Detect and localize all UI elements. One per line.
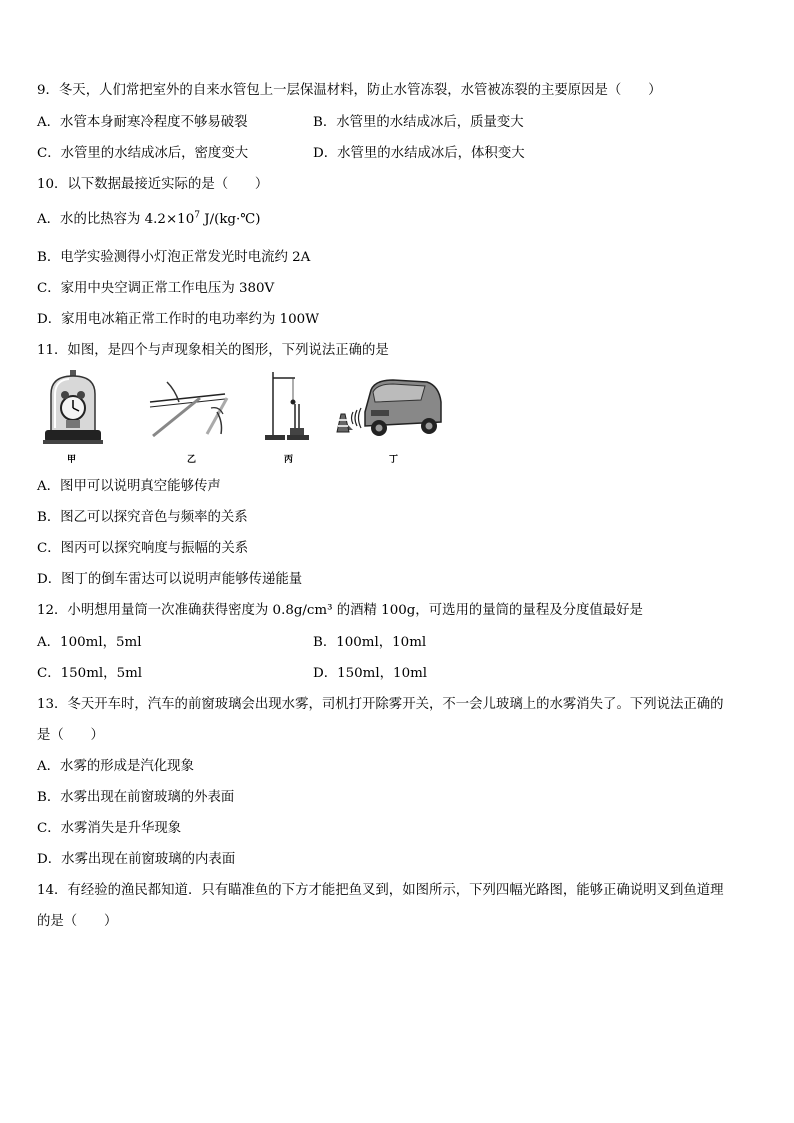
q12-stem: 12．小明想用量筒一次准确获得密度为 0.8g/cm³ 的酒精 100g，可选用的量筒的量程及分度值最好是 [37, 603, 643, 618]
q10-option-a-unit: J/(kg·℃) [199, 212, 261, 227]
caption-bing: 丙 [284, 455, 294, 465]
q11-option-a: A．图甲可以说明真空能够传声 [37, 479, 221, 494]
q9-option-d: D．水管里的水结成冰后，体积变大 [313, 146, 525, 161]
q11-figures [37, 368, 457, 463]
figure-jia-bell-jar [41, 368, 105, 446]
figure-bing-tuning-fork [265, 370, 313, 442]
q13-stem-line2: 是（ ） [37, 728, 104, 743]
q10-option-b: B．电学实验测得小灯泡正常发光时电流约 2A [37, 250, 311, 265]
q13-stem-line1: 13．冬天开车时，汽车的前窗玻璃会出现水雾，司机打开除雾开关，不一会儿玻璃上的水雾消失了。下列说法正确的 [37, 697, 724, 712]
q12-option-a: A．100ml，5ml [37, 635, 142, 650]
q10-option-d: D．家用电冰箱正常工作时的电功率约为 100W [37, 312, 319, 327]
q12-option-b: B．100ml，10ml [313, 635, 427, 650]
q14-stem-line2: 的是（ ） [37, 914, 118, 929]
q10-option-c: C．家用中央空调正常工作电压为 380V [37, 281, 275, 296]
q11-option-b: B．图乙可以探究音色与频率的关系 [37, 510, 248, 525]
q10-option-a [37, 210, 260, 230]
q9-option-b: B．水管里的水结成冰后，质量变大 [313, 115, 524, 130]
q11-option-c: C．图丙可以探究响度与振幅的关系 [37, 541, 249, 556]
q9-option-a: A．水管本身耐寒冷程度不够易破裂 [37, 115, 248, 130]
q13-option-d: D．水雾出现在前窗玻璃的内表面 [37, 852, 236, 867]
figure-yi-ruler [145, 372, 235, 438]
q9-option-c: C．水管里的水结成冰后，密度变大 [37, 146, 249, 161]
caption-ding: 丁 [389, 455, 399, 465]
q14-stem-line1: 14．有经验的渔民都知道．只有瞄准鱼的下方才能把鱼叉到，如图所示，下列四幅光路图，能够正确说明叉到鱼道理 [37, 883, 724, 898]
q10-option-a-base: A．水的比热容为 4.2×10 [37, 212, 195, 227]
figure-ding-reversing-radar [335, 374, 443, 440]
q10-stem: 10．以下数据最接近实际的是（ ） [37, 177, 269, 192]
q13-option-a: A．水雾的形成是汽化现象 [37, 759, 194, 774]
q11-stem: 11．如图，是四个与声现象相关的图形，下列说法正确的是 [37, 343, 389, 358]
caption-yi: 乙 [187, 455, 197, 465]
q12-option-d: D．150ml，10ml [313, 666, 428, 681]
q9-stem: 9．冬天，人们常把室外的自来水管包上一层保温材料，防止水管冻裂，水管被冻裂的主要原因是（ ） [37, 83, 662, 98]
q12-option-c: C．150ml，5ml [37, 666, 143, 681]
q13-option-b: B．水雾出现在前窗玻璃的外表面 [37, 790, 235, 805]
q11-option-d: D．图丁的倒车雷达可以说明声能够传递能量 [37, 572, 303, 587]
q10-option-a-exponent: 7 [194, 210, 200, 221]
q13-option-c: C．水雾消失是升华现象 [37, 821, 182, 836]
caption-jia: 甲 [67, 455, 77, 465]
